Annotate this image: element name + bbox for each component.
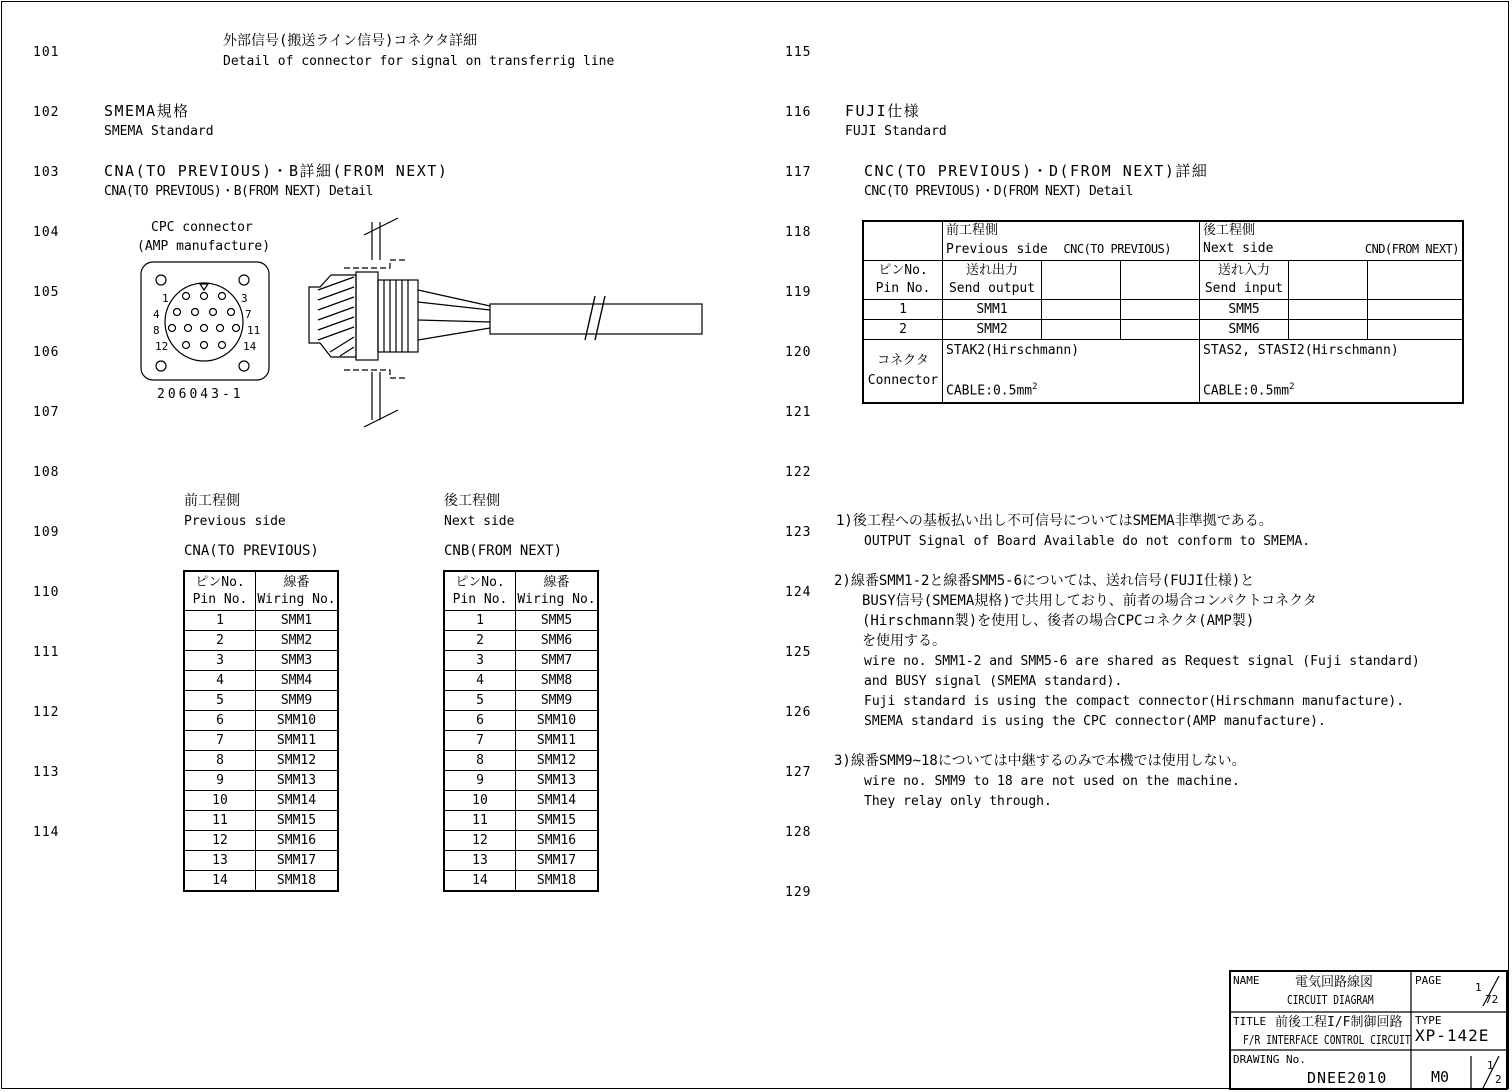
table-row — [184, 771, 338, 791]
pin-number-cell: 10 — [184, 791, 256, 811]
connector-label: CPC connector — [151, 220, 253, 235]
type-label: TYPE — [1415, 1014, 1442, 1027]
table-row — [444, 711, 598, 731]
note-2-jp-line4: を使用する。 — [862, 633, 946, 649]
connector-body-outline — [141, 262, 269, 380]
line-number: 127 — [785, 765, 812, 780]
note-2-en-line1: wire no. SMM1-2 and SMM5-6 are shared as Request signal (Fuji standard) — [864, 654, 1420, 669]
table-row — [444, 851, 598, 871]
line-number: 107 — [33, 405, 60, 420]
prev-side-jp: 前工程側 — [184, 493, 240, 509]
line-number: 108 — [33, 465, 60, 480]
line-number: 121 — [785, 405, 812, 420]
fuji-row-2: 2 SMM2 SMM6 — [863, 320, 1463, 340]
wiring-number-cell: SMM10 — [516, 711, 599, 731]
table-row — [444, 651, 598, 671]
wiring-number-cell: SMM13 — [516, 771, 599, 791]
fuji-next-jp: 後工程側 — [1203, 223, 1256, 238]
line-number: 118 — [785, 225, 812, 240]
send-input-en: Send input — [1204, 281, 1284, 296]
wiring-number-cell: SMM10 — [256, 711, 339, 731]
table-row — [444, 751, 598, 771]
name-label: NAME — [1233, 974, 1260, 987]
pin-label-8: 8 — [153, 324, 160, 337]
name-en: CIRCUIT DIAGRAM — [1287, 993, 1374, 1007]
pin-number-cell: 14 — [184, 871, 256, 892]
note-1-jp: 1)後工程への基板払い出し不可信号についてはSMEMA非準拠である。 — [836, 513, 1273, 529]
wiring-number-cell: SMM15 — [256, 811, 339, 831]
line-number: 112 — [33, 705, 60, 720]
fuji-next-conn: CND(FROM NEXT) — [1364, 242, 1459, 256]
pin-number-cell: 6 — [184, 711, 256, 731]
line-number: 106 — [33, 345, 60, 360]
wiring-number-cell: SMM18 — [516, 871, 599, 892]
pin-number-cell: 10 — [444, 791, 516, 811]
line-number: 105 — [33, 285, 60, 300]
revision: M0 — [1431, 1068, 1450, 1086]
cnc-detail-jp: CNC(TO PREVIOUS)・D(FROM NEXT)詳細 — [864, 162, 1209, 180]
table-row — [184, 631, 338, 651]
wiring-number-cell: SMM1 — [256, 611, 339, 631]
pin-label-7: 7 — [245, 308, 252, 321]
line-number: 129 — [785, 885, 812, 900]
table-row — [184, 691, 338, 711]
pin-number-cell: 2 — [444, 631, 516, 651]
wiring-number-cell: SMM14 — [256, 791, 339, 811]
line-number: 123 — [785, 525, 812, 540]
smema-heading-en: SMEMA Standard — [104, 124, 214, 139]
table-row — [444, 611, 598, 631]
pin-number-cell: 12 — [184, 831, 256, 851]
wiring-number-cell: SMM7 — [516, 651, 599, 671]
wiring-no-header: 線番 Wiring No. — [516, 571, 599, 611]
wiring-number-cell: SMM4 — [256, 671, 339, 691]
fuji-row-1: 1 SMM1 SMM5 — [863, 300, 1463, 320]
table-row — [184, 711, 338, 731]
line-number: 101 — [33, 45, 60, 60]
next-side-en: Next side — [444, 514, 515, 529]
pin-label-12: 12 — [155, 340, 169, 353]
wiring-number-cell: SMM9 — [256, 691, 339, 711]
table-row — [184, 791, 338, 811]
sheet-number: 1 — [1487, 1059, 1494, 1072]
prev-side-en: Previous side — [184, 514, 286, 529]
pin-number-cell: 12 — [444, 831, 516, 851]
wiring-number-cell: SMM12 — [516, 751, 599, 771]
connector-face-circle — [165, 283, 243, 361]
pin-number-cell: 8 — [184, 751, 256, 771]
fuji-pin-jp: ピンNo. — [878, 263, 928, 278]
table-row — [184, 871, 338, 892]
wiring-number-cell: SMM11 — [256, 731, 339, 751]
prev-connector-model: STAK2(Hirschmann) — [946, 343, 1080, 358]
pin-number-cell: 11 — [444, 811, 516, 831]
fuji-next-en: Next side — [1203, 241, 1274, 256]
line-number: 116 — [785, 105, 812, 120]
table-row — [184, 611, 338, 631]
line-number: 128 — [785, 825, 812, 840]
pin-number-cell: 7 — [444, 731, 516, 751]
line-number: 119 — [785, 285, 812, 300]
pin-no-header: ピンNo. Pin No. — [184, 571, 256, 611]
wiring-number-cell: SMM17 — [516, 851, 599, 871]
pin-number-cell: 2 — [184, 631, 256, 651]
next-side-connector: CNB(FROM NEXT) — [444, 543, 563, 559]
line-number: 115 — [785, 45, 812, 60]
pin-number-cell: 7 — [184, 731, 256, 751]
line-number: 125 — [785, 645, 812, 660]
drawing-number: DNEE2010 — [1307, 1069, 1388, 1087]
cnb-wiring-table — [443, 570, 599, 892]
table-row — [444, 691, 598, 711]
send-output-jp: 送れ出力 — [965, 263, 1018, 278]
wiring-number-cell: SMM16 — [516, 831, 599, 851]
connector-en: Connector — [867, 373, 939, 388]
fuji-prev-jp: 前工程側 — [946, 223, 999, 238]
cnc-detail-en: CNC(TO PREVIOUS)・D(FROM NEXT) Detail — [864, 184, 1133, 199]
pin-number-cell: 3 — [184, 651, 256, 671]
note-2-jp: 2)線番SMM1-2と線番SMM5-6については、送れ信号(FUJI仕様)と — [834, 573, 1255, 589]
wiring-number-cell: SMM12 — [256, 751, 339, 771]
line-number: 117 — [785, 165, 812, 180]
line-number: 102 — [33, 105, 60, 120]
table-row — [184, 651, 338, 671]
pin-label-4: 4 — [153, 308, 160, 321]
table-row — [444, 871, 598, 892]
pin-label-11: 11 — [247, 324, 261, 337]
title-label: TITLE — [1233, 1015, 1267, 1028]
note-2-en-line4: SMEMA standard is using the CPC connector(AMP manufacture). — [864, 714, 1326, 729]
note-2-jp-line3: (Hirschmann製)を使用し、後者の場合CPCコネクタ(AMP製) — [862, 613, 1255, 629]
table-row — [184, 811, 338, 831]
wiring-number-cell: SMM8 — [516, 671, 599, 691]
title-en: Detail of connector for signal on transferrig line — [223, 54, 615, 69]
pin-number-cell: 8 — [444, 751, 516, 771]
pin-number-cell: 5 — [184, 691, 256, 711]
table-row — [184, 751, 338, 771]
line-number: 126 — [785, 705, 812, 720]
line-number: 103 — [33, 165, 60, 180]
wiring-no-header: 線番 Wiring No. — [256, 571, 339, 611]
name-jp: 電気回路線図 — [1295, 975, 1374, 990]
note-2-en-line2: and BUSY signal (SMEMA standard). — [864, 674, 1123, 689]
wiring-number-cell: SMM9 — [516, 691, 599, 711]
line-number: 110 — [33, 585, 60, 600]
line-number: 114 — [33, 825, 60, 840]
cna-detail-jp: CNA(TO PREVIOUS)・B詳細(FROM NEXT) — [104, 162, 449, 180]
line-number: 104 — [33, 225, 60, 240]
wiring-number-cell: SMM11 — [516, 731, 599, 751]
wiring-number-cell: SMM14 — [516, 791, 599, 811]
table-row — [444, 731, 598, 751]
mount-hole-icon — [156, 275, 166, 285]
prev-side-connector: CNA(TO PREVIOUS) — [184, 543, 319, 559]
drawing-label: DRAWING No. — [1233, 1053, 1306, 1066]
note-3-jp: 3)線番SMM9~18については中継するのみで本機では使用しない。 — [834, 753, 1246, 769]
type-value: XP-142E — [1415, 1026, 1490, 1045]
table-row — [184, 851, 338, 871]
wiring-number-cell: SMM5 — [516, 611, 599, 631]
mount-hole-icon — [239, 361, 249, 371]
pin-number-cell: 11 — [184, 811, 256, 831]
prev-cable-spec: CABLE:0.5mm — [946, 383, 1033, 399]
pin-label-3: 3 — [241, 292, 248, 305]
key-mark-icon — [200, 284, 208, 290]
pin-number-cell: 9 — [444, 771, 516, 791]
send-input-jp: 送れ入力 — [1217, 263, 1270, 278]
line-number: 113 — [33, 765, 60, 780]
page-number: 1 — [1475, 981, 1482, 994]
line-number: 122 — [785, 465, 812, 480]
pin-number-cell: 1 — [184, 611, 256, 631]
mount-hole-icon — [239, 275, 249, 285]
table-row — [444, 831, 598, 851]
note-3-en-line1: wire no. SMM9 to 18 are not used on the machine. — [864, 774, 1240, 789]
connector-manufacturer: (AMP manufacture) — [137, 239, 271, 254]
mount-hole-icon — [156, 361, 166, 371]
smema-heading-jp: SMEMA規格 — [104, 102, 190, 120]
line-number: 124 — [785, 585, 812, 600]
wiring-number-cell: SMM15 — [516, 811, 599, 831]
note-1-en: OUTPUT Signal of Board Available do not conform to SMEMA. — [864, 534, 1311, 549]
wiring-number-cell: SMM3 — [256, 651, 339, 671]
pin-number-cell: 6 — [444, 711, 516, 731]
table-row — [184, 671, 338, 691]
pin-number-cell: 14 — [444, 871, 516, 892]
fuji-pin-en: Pin No. — [875, 281, 931, 296]
wiring-number-cell: SMM2 — [256, 631, 339, 651]
pin-no-header: ピンNo. Pin No. — [444, 571, 516, 611]
send-output-en: Send output — [948, 281, 1036, 296]
table-row — [184, 731, 338, 751]
next-cable-spec: CABLE:0.5mm — [1203, 383, 1290, 399]
page-total: 72 — [1485, 993, 1499, 1006]
pin-number-cell: 4 — [184, 671, 256, 691]
fuji-heading-jp: FUJI仕様 — [845, 102, 921, 120]
note-2-en-line3: Fuji standard is using the compact connector(Hirschmann manufacture). — [864, 694, 1405, 709]
table-row — [444, 811, 598, 831]
wiring-number-cell: SMM18 — [256, 871, 339, 892]
table-row — [444, 791, 598, 811]
pin-label-14: 14 — [243, 340, 257, 353]
connector-jp: コネクタ — [877, 353, 929, 368]
next-connector-model: STAS2, STASI2(Hirschmann) — [1203, 343, 1399, 358]
cna-detail-en: CNA(TO PREVIOUS)・B(FROM NEXT) Detail — [104, 184, 373, 199]
cna-wiring-table — [183, 570, 339, 892]
table-row — [444, 771, 598, 791]
table-row — [444, 671, 598, 691]
connector-part-no: 206043-1 — [157, 387, 244, 402]
line-number: 109 — [33, 525, 60, 540]
title-jp: 外部信号(搬送ライン信号)コネクタ詳細 — [223, 33, 478, 49]
pin-number-cell: 1 — [444, 611, 516, 631]
fuji-prev-conn: CNC(TO PREVIOUS) — [1063, 242, 1171, 256]
fuji-prev-en: Previous side — [946, 242, 1048, 257]
title-block-en: F/R INTERFACE CONTROL CIRCUIT — [1243, 1033, 1411, 1047]
next-side-jp: 後工程側 — [444, 493, 500, 509]
title-block-jp: 前後工程I/F制御回路 — [1275, 1015, 1403, 1030]
fuji-connector-table: 前工程側 Previous side CNC(TO PREVIOUS) 後工程側 Next side CND(FROM NEXT) ピンNo. Pin No. 送れ出力 Send output 送れ入力 Send input 1 SMM1 SMM5 2 SMM2 SMM6 コネクタ Connector STAK2(Hirschmann) $CABLE:0.5mm^2$ STAS2, STASI2(Hirschmann) $CABLE:0.5mm^2$ — [862, 220, 1464, 404]
pin-label-1: 1 — [162, 292, 169, 305]
note-3-en-line2: They relay only through. — [864, 794, 1052, 809]
pin-number-cell: 13 — [444, 851, 516, 871]
pin-number-cell: 9 — [184, 771, 256, 791]
line-number: 120 — [785, 345, 812, 360]
line-number: 111 — [33, 645, 60, 660]
pin-number-cell: 3 — [444, 651, 516, 671]
wiring-number-cell: SMM17 — [256, 851, 339, 871]
sheet-total: 2 — [1495, 1073, 1502, 1086]
wiring-number-cell: SMM13 — [256, 771, 339, 791]
page-label: PAGE — [1415, 974, 1442, 987]
fuji-heading-en: FUJI Standard — [845, 124, 947, 139]
pin-number-cell: 4 — [444, 671, 516, 691]
note-2-jp-line2: BUSY信号(SMEMA規格)で共用しており、前者の場合コンパクトコネクタ — [862, 593, 1317, 609]
pin-number-cell: 13 — [184, 851, 256, 871]
pin-number-cell: 5 — [444, 691, 516, 711]
wiring-number-cell: SMM6 — [516, 631, 599, 651]
wiring-number-cell: SMM16 — [256, 831, 339, 851]
title-block — [1229, 970, 1508, 1090]
table-row — [184, 831, 338, 851]
table-row — [444, 631, 598, 651]
